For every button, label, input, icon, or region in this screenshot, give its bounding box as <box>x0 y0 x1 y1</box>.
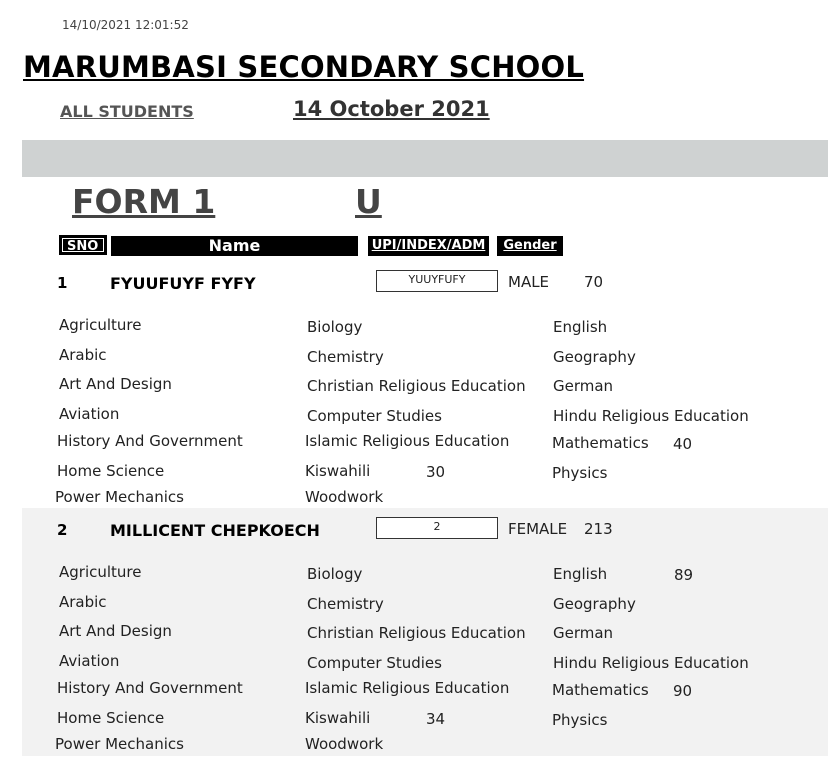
column-header-sno: SNO <box>59 235 107 255</box>
subject-biology: Biology <box>307 318 363 336</box>
subject-physics: Physics <box>552 464 608 482</box>
subject-home-science: Home Science <box>57 709 165 727</box>
subject-power-mechanics: Power Mechanics <box>55 488 184 506</box>
subject-aviation: Aviation <box>59 405 120 423</box>
student-upi-box: 2 <box>376 517 498 539</box>
subject-english: English <box>553 318 608 336</box>
subject-arabic: Arabic <box>59 346 107 364</box>
student-total: 213 <box>584 520 613 538</box>
subject-aviation: Aviation <box>59 652 120 670</box>
report-date: 14 October 2021 <box>293 97 490 121</box>
student-sno: 1 <box>57 274 68 292</box>
subject-kiswahili: Kiswahili <box>305 462 371 480</box>
score-mathematics: 90 <box>673 682 693 700</box>
subject-ire: Islamic Religious Education <box>305 432 510 450</box>
class-stream: U <box>355 182 382 221</box>
subject-arabic: Arabic <box>59 593 107 611</box>
subject-history: History And Government <box>57 432 243 450</box>
subject-geography: Geography <box>553 595 636 613</box>
student-gender: MALE <box>508 273 550 291</box>
subject-biology: Biology <box>307 565 363 583</box>
subject-mathematics: Mathematics <box>552 681 649 699</box>
subject-art-and-design: Art And Design <box>59 375 172 393</box>
student-upi-box: YUUYFUFY <box>376 270 498 292</box>
subject-hre: Hindu Religious Education <box>553 407 749 425</box>
student-total: 70 <box>584 273 604 291</box>
column-header-gender: Gender <box>497 236 563 256</box>
subject-woodwork: Woodwork <box>305 488 384 506</box>
subject-kiswahili: Kiswahili <box>305 709 371 727</box>
subject-chemistry: Chemistry <box>307 595 384 613</box>
print-timestamp: 14/10/2021 12:01:52 <box>62 18 189 32</box>
subject-english: English <box>553 565 608 583</box>
subject-physics: Physics <box>552 711 608 729</box>
subject-agriculture: Agriculture <box>59 563 142 581</box>
header-band <box>22 140 828 177</box>
score-mathematics: 40 <box>673 435 693 453</box>
column-header-name: Name <box>111 236 358 256</box>
subject-woodwork: Woodwork <box>305 735 384 753</box>
score-english: 89 <box>674 566 694 584</box>
student-gender: FEMALE <box>508 520 568 538</box>
subject-history: History And Government <box>57 679 243 697</box>
subject-computer-studies: Computer Studies <box>307 654 442 672</box>
subject-chemistry: Chemistry <box>307 348 384 366</box>
score-kiswahili: 34 <box>426 710 446 728</box>
school-name: MARUMBASI SECONDARY SCHOOL <box>23 50 585 84</box>
subject-mathematics: Mathematics <box>552 434 649 452</box>
subject-hre: Hindu Religious Education <box>553 654 749 672</box>
class-form: FORM 1 <box>72 182 216 221</box>
student-name: FYUUFUYF FYFY <box>110 274 256 293</box>
score-kiswahili: 30 <box>426 463 446 481</box>
subject-cre: Christian Religious Education <box>307 624 526 642</box>
subject-german: German <box>553 624 614 642</box>
subject-ire: Islamic Religious Education <box>305 679 510 697</box>
subject-agriculture: Agriculture <box>59 316 142 334</box>
column-header-upi: UPI/INDEX/ADM <box>368 236 489 256</box>
subject-computer-studies: Computer Studies <box>307 407 442 425</box>
subject-power-mechanics: Power Mechanics <box>55 735 184 753</box>
subject-cre: Christian Religious Education <box>307 377 526 395</box>
all-students-link[interactable]: ALL STUDENTS <box>60 102 194 121</box>
subject-home-science: Home Science <box>57 462 165 480</box>
subject-geography: Geography <box>553 348 636 366</box>
student-name: MILLICENT CHEPKOECH <box>110 521 320 540</box>
student-sno: 2 <box>57 521 68 539</box>
subject-german: German <box>553 377 614 395</box>
subject-art-and-design: Art And Design <box>59 622 172 640</box>
